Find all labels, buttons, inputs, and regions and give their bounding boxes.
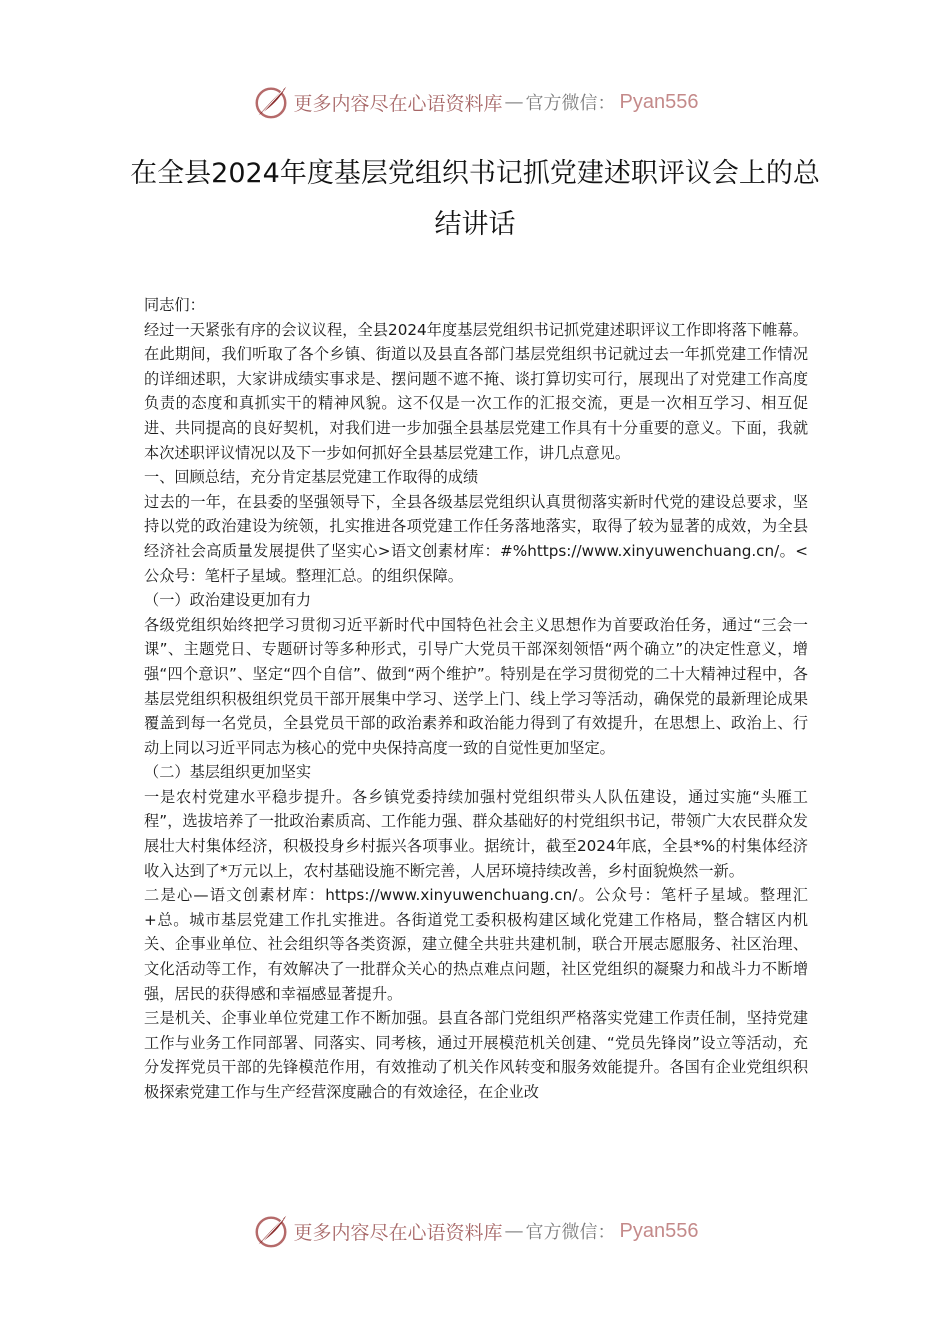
subsection-heading-2: （二）基层组织更加坚实 [144, 763, 312, 782]
banner-dash: — [504, 1220, 524, 1242]
quill-logo-icon [252, 83, 290, 121]
salutation: 同志们： [144, 296, 205, 314]
banner-wechat-id: Pyan556 [619, 90, 699, 113]
banner-dash: — [504, 91, 524, 113]
document-body [144, 293, 808, 1105]
footer-banner [0, 1211, 950, 1251]
body-paragraph: 三是机关、企事业单位党建工作不断加强。县直各部门党组织严格落实党建工作责任制，坚持党建工作与业务工作同部署、同落实、同考核，通过开展模范机关创建、“党员先锋岗”设立等活动，充分发挥党员干部的先锋模范作用，有效推动了机关作风转变和服务效能提升。各国有企业党组织积极探索党建工作与生产经营深度融合的有效途径，在企业改 [144, 1009, 808, 1101]
body-paragraph: 各级党组织始终把学习贯彻习近平新时代中国特色社会主义思想作为首要政治任务，通过“三会一课”、主题党日、专题研讨等多种形式，引导广大党员干部深刻领悟“两个确立”的决定性意义，增强“四个意识”、坚定“四个自信”、做到“两个维护”。特别是在学习贯彻党的二十大精神过程中，各基层党组织积极组织党员干部开展集中学习、送学上门、线上学习等活动，确保党的最新理论成果覆盖到每一名党员，全县党员干部的政治素养和政治能力得到了有效提升，在思想上、政治上、行动上同以习近平同志为核心的党中央保持高度一致的自觉性更加坚定。 [144, 615, 808, 757]
subsection-heading-1: （一）政治建设更加有力 [144, 591, 312, 610]
body-paragraph: 二是心—语文创素材库：https://www.xinyuwenchuang.cn/。公众号：笔杆子星域。整理汇+总。城市基层党建工作扎实推进。各街道党工委积极构建区域化党建工作格局，整合辖区内机关、企事业单位、社会组织等各类资源，建立健全共驻共建机制，联合开展志愿服务、社区治理、文化活动等工作，有效解决了一批群众关心的热点难点问题，社区党组织的凝聚力和战斗力不断增强，居民的获得感和幸福感显著提升。 [144, 886, 808, 1003]
body-paragraph: 一是农村党建水平稳步提升。各乡镇党委持续加强村党组织带头人队伍建设，通过实施“头雁工程”，选拔培养了一批政治素质高、工作能力强、群众基础好的村党组织书记，带领广大农民群众发展壮大村集体经济，积极投身乡村振兴各项事业。据统计，截至2024年底，全县*%的村集体经济收入达到了*万元以上，农村基础设施不断完善，人居环境持续改善，乡村面貌焕然一新。 [144, 787, 808, 880]
banner-wechat-id: Pyan556 [619, 1219, 699, 1242]
banner-official-label: 官方微信： [525, 1222, 616, 1243]
intro-paragraph: 经过一天紧张有序的会议议程，全县2024年度基层党组织书记抓党建述职评议工作即将落下帷幕。在此期间，我们听取了各个乡镇、街道以及县直各部门基层党组织书记就过去一年抓党建工作情况的详细述职，大家讲成绩实事求是、摆问题不遮不掩、谈打算切实可行，展现出了对党建工作高度负责的态度和真抓实干的精神风貌。这不仅是一次工作的汇报交流，更是一次相互学习、相互促进、共同提高的良好契机，对我们进一步加强全县基层党建工作具有十分重要的意义。下面，我就本次述职评议情况以及下一步如何抓好全县基层党建工作，讲几点意见。 [144, 320, 808, 462]
header-banner [0, 82, 950, 122]
banner-text: 更多内容尽在心语资料库 [293, 92, 503, 115]
quill-logo-icon [252, 1212, 290, 1250]
document-title: 在全县2024年度基层党组织书记抓党建述职评议会上的总结讲话 [130, 158, 820, 240]
banner-official-label: 官方微信： [525, 93, 616, 114]
body-paragraph: 过去的一年，在县委的坚强领导下，全县各级基层党组织认真贯彻落实新时代党的建设总要求，坚持以党的政治建设为统领，扎实推进各项党建工作任务落地落实，取得了较为显著的成效，为全县经济社会高质量发展提供了坚实心>语文创素材库：#%https://www.xinyuwenchuang.cn/。<公众号：笔杆子星域。整理汇总。的组织保障。 [144, 492, 808, 585]
section-heading-1: 一、回顾总结，充分肯定基层党建工作取得的成绩 [144, 468, 479, 487]
banner-text: 更多内容尽在心语资料库 [293, 1221, 503, 1244]
